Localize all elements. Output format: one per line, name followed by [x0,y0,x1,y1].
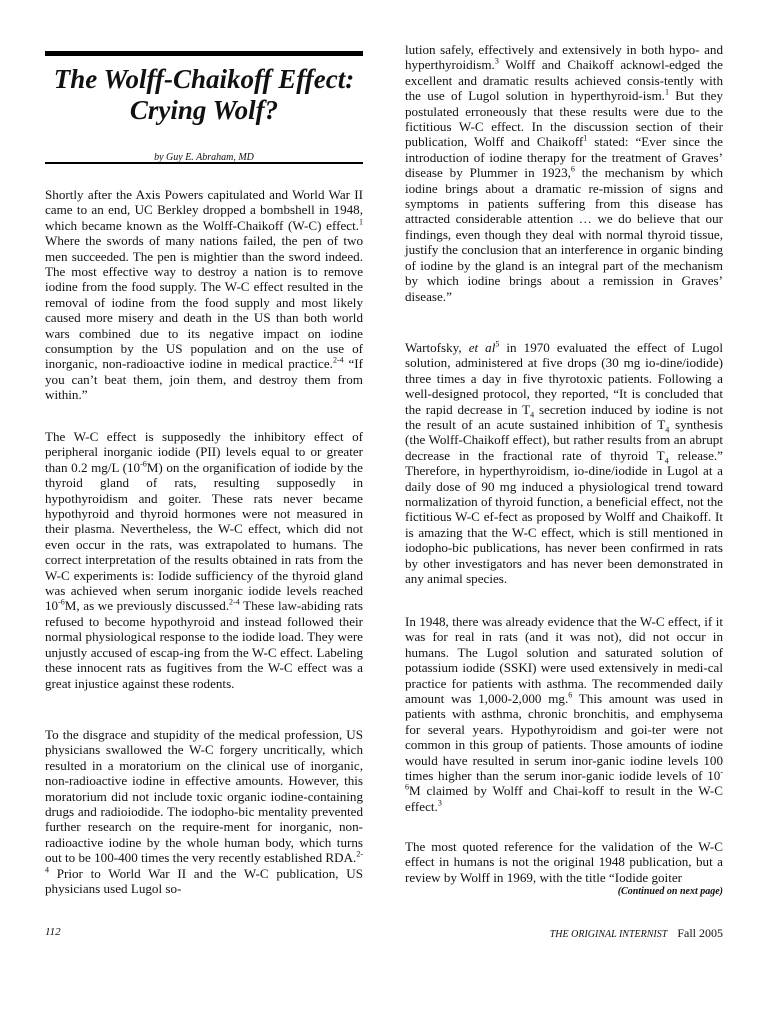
article-title [45,64,363,126]
title-top-rule [45,51,363,56]
left-paragraph-2: The W-C effect is supposedly the inhibitory effect of peripheral inorganic iodide (PII) levels equal to or greater than 0.2 mg/L $(10^{-6}M)$ on the organification of iodide by the thyroid gland of rats, resulting supposedly in hypothyroidism and goiter. These rats never became hypothyroid and thyroid hormones were not measured in their plasma. Nevertheless, the W-C effect, which did not even occur in the rats, was extrapolated to humans. The correct interpretation of the results obtained in rats from the W-C experiments is: Iodide sufficiency of the thyroid gland was achieved when serum inorganic iodide levels reached $10^{-6}M$, as we previously discussed.$^{2-4}$ These law-abiding rats refused to become hypothyroid and instead followed their normal physiological response to the iodide load. They were unjustly accused of escap-ing from the W-C effect. Labeling these innocent rats as fugitives from the W-C effect was a great injustice against these rodents. [45,429,363,691]
journal-title: THE ORIGINAL INTERNIST [549,929,668,940]
journal-issue: Fall 2005 [677,926,723,940]
right-paragraph-3: In 1948, there was already evidence that the W-C effect, if it was for real in rats (and it was not), did not occur in humans. The Lugol solution and saturated solution of potassium iodide (SSKI) were used extensively in medi-cal practice for patients with asthma. The recommended daily amount was 1,000-2,000 mg.$^6$ This amount was used in patients with asthma, chronic bronchitis, and emphysema for several years. Hypothyroidism and goi-ter were not common in this group of patients. Those amounts of iodine would have resulted in serum inor-ganic iodine levels 100 times higher than the serum inor-ganic iodide levels of $10^{-6}M$ claimed by Wolff and Chai-koff to result in the W-C effect.$^3$ [405,614,724,814]
right-paragraph-2: Wartofsky, et $al^5$ in 1970 evaluated the effect of Lugol solution, administered at five drops (30 mg io-dine/iodide) three times a day in five thyrotoxic patients. Following a well-designed protocol, they reported, “It is concluded that the rapid decrease in $T_4$ secretion induced by iodine is not the result of an acute sustained inhibition of $T_4$ synthesis (the Wolff-Chaikoff effect), but rather results from an abrupt decrease in the fractional rate of thyroid $T_4$ release.” Therefore, in hyperthyroidism, io-dine/iodide in Lugol at a daily dose of 90 mg induced a physiological trend toward normalization of thyroid function, a beneficial effect, not the fictitious W-C ef-fect as proposed by Wolff and Chaikoff. It is amazing that the W-C effect, which is still mentioned in iodopho-bic publications, has never been confirmed in rats by other investigators and has never been demonstrated in any animal species. [405,339,723,587]
title-line-2: Crying Wolf? [129,95,279,125]
continued-note: (Continued on next page) [617,886,723,897]
title-line-1: The Wolff-Chaikoff Effect: [53,64,355,94]
byline: by Guy E. Abraham, MD [154,152,254,163]
journal-footer [550,926,723,941]
page-number: 112 [45,926,61,938]
left-paragraph-3: To the disgrace and stupidity of the medical profession, US physicians swallowed the W-C forgery uncritically, which resulted in a moratorium on the clinical use of inorganic, non-radioactive iodine in effective amounts. However, this moratorium did not include toxic organic iodine-containing drugs and radioiodide. The iodopho-bic mentality prevented further research on the require-ment for inorganic, non-radioactive iodine by the whole human body, which turns out to be 100-400 times the very recently established RDA.$^{2-4}$ Prior to World War II and the W-C publication, US physicians used Lugol so- [45,727,363,897]
right-paragraph-1: lution safely, effectively and extensively in both hypo- and hyperthyroidism.$^3$ Wolff and Chaikoff acknowl-edged the excellent and dramatic results achieved consis-tently with the use of Lugol solution in hyperthyroid-ism.$^1$ But they postulated erroneously that these results were due to the fictitious W-C effect. In the discussion section of their publication, Wolff and Chaikoff$^1$ stated: “Ever since the introduction of iodine therapy for the treatment of Graves’ disease by Plummer in 1923,$^6$ the mechanism by which iodine brings about a dramatic re-mission of signs and symptoms in patients suffering from this disease has attracted considerable attention … we do believe that our findings, even though they deal with normal thyroid tissue, justify the conclusion that an interference in organic binding of iodine by the gland is an integral part of the mechanism by which iodine brings about a remission in Graves’ disease.” [405,42,723,304]
left-paragraph-1: Shortly after the Axis Powers capitulated and World War II came to an end, UC Berkley dropped a bombshell in 1948, which became known as the Wolff-Chaikoff (W-C) effect.$^1$ Where the swords of many nations failed, the pen of two men succeeded. The pen is mightier than the sword indeed. The most effective way to destroy a nation is to remove iodine from the food supply. The W-C effect resulted in the removal of iodine from the food supply and most likely caused more misery and death in the US than both world wars combined due to its negative impact on iodine consumption by the US population and on the use of inorganic, non-radioactive iodine in medical practice.$^{2-4}$ “If you can’t beat them, join them, and destroy them from within.” [45,187,363,403]
right-paragraph-4: The most quoted reference for the validation of the W-C effect in humans is not the original 1948 publication, but a review by Wolff in 1969, with the title “Iodide goiter [405,839,723,885]
